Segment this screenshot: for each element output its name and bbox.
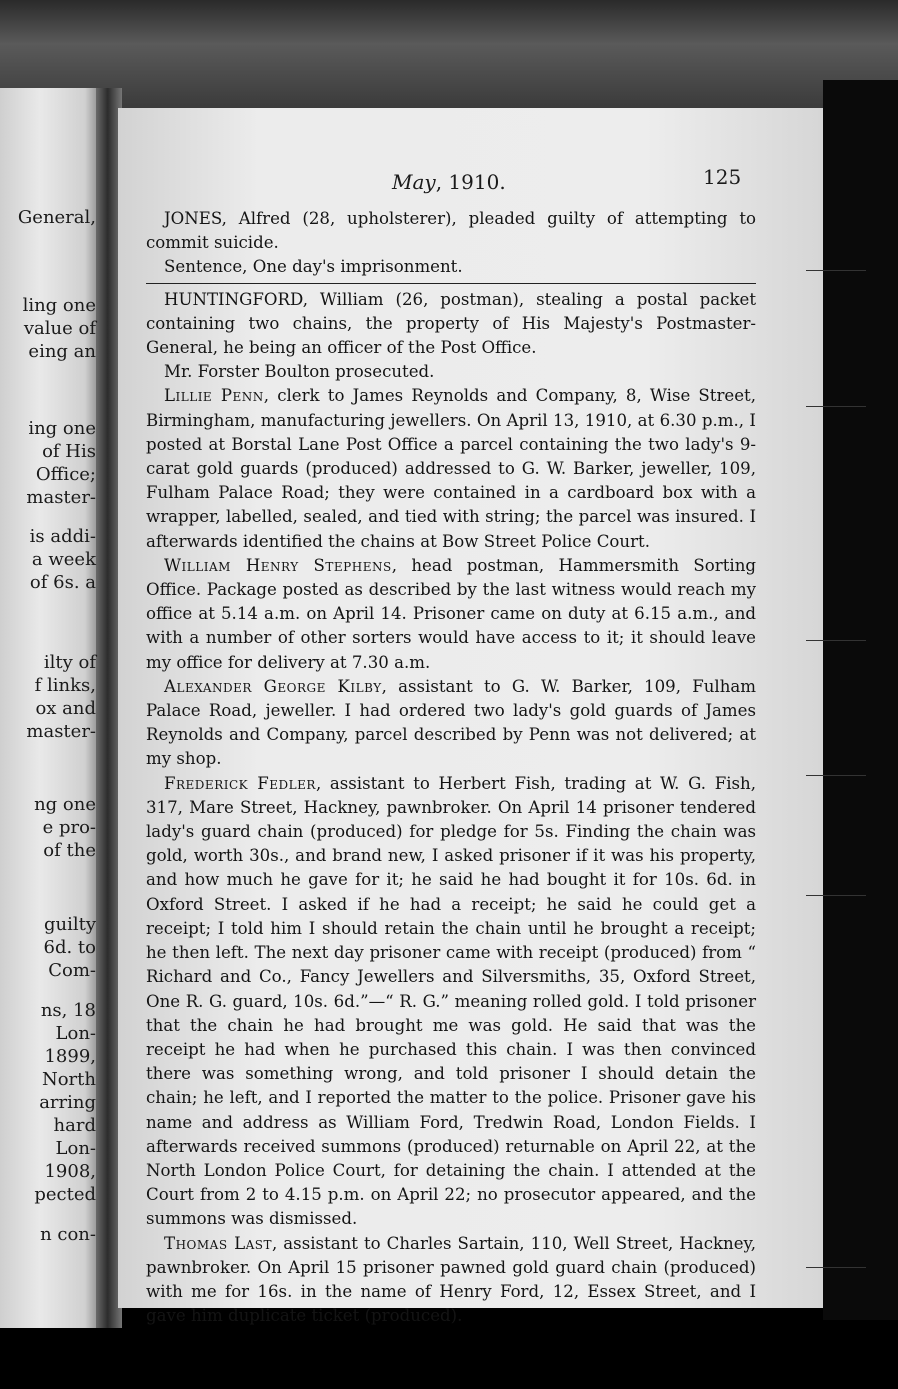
left-fragment: master-: [26, 487, 96, 508]
page-number: 125: [703, 165, 742, 189]
left-fragment: of His: [42, 441, 96, 462]
witness-kilby: [146, 675, 756, 772]
witness-name: Frederick Fedler: [164, 773, 316, 793]
left-fragment: General,: [17, 207, 96, 228]
left-fragment: ox and: [35, 698, 96, 719]
left-fragment: arring: [39, 1092, 96, 1113]
body-text: [146, 207, 756, 1328]
left-rule: [806, 640, 866, 641]
witness-statement: , assistant to G. W. Barker, 109, Fulham Palace Road, jeweller. I had ordered two lady's gold guards of James Reynolds and Company, parcel described by Penn was not delivered; at my shop.: [146, 676, 757, 769]
witness-stephens: [146, 554, 756, 675]
left-fragment: 6d. to: [43, 937, 96, 958]
running-head-year: , 1910.: [435, 170, 506, 194]
left-fragment: Com-: [48, 960, 96, 981]
left-fragment: hard: [53, 1115, 96, 1136]
left-rule: [806, 270, 866, 271]
left-fragment: 1899,: [44, 1046, 96, 1067]
left-fragment: ing one: [28, 418, 96, 439]
scan-top-shadow: [0, 0, 898, 110]
case-huntingford: HUNTINGFORD, William (26, postman), stealing a postal packet containing two chains, the property of His Majesty's Postmaster-General, he being an officer of the Post Office.: [146, 289, 756, 358]
witness-fedler: [146, 772, 756, 1232]
running-head: [392, 170, 506, 194]
witness-penn: [146, 384, 756, 553]
left-fragment: pected: [34, 1184, 96, 1205]
witness-statement: , head postman, Hammersmith Sorting Office. Package posted as described by the last witness would reach my office at 5.14 a.m. on April 14. Prisoner came on duty at 6.15 a.m., and with a number of other sorters would have access to it; it should leave my office for delivery at 7.30 a.m.: [146, 555, 757, 672]
left-fragment: Lon-: [55, 1138, 96, 1159]
left-fragment: Office;: [35, 464, 96, 485]
case-jones-sentence: Sentence, One day's imprisonment.: [164, 257, 463, 277]
section-rule: [146, 283, 756, 284]
left-fragment: e pro-: [42, 817, 96, 838]
left-fragment: is addi-: [29, 526, 96, 547]
witness-name: William Henry Stephens: [164, 555, 392, 575]
left-fragment: Lon-: [55, 1023, 96, 1044]
witness-last: [146, 1232, 756, 1329]
left-fragment: master-: [26, 721, 96, 742]
left-fragment: n con-: [40, 1224, 96, 1245]
left-fragment: f links,: [34, 675, 96, 696]
witness-statement: , clerk to James Reynolds and Company, 8, Wise Street, Birmingham, manufacturing jewellers. On April 13, 1910, at 6.30 p.m., I posted at Borstal Lane Post Office a parcel containing the two lady's 9-carat gold guards (produced) addressed to G. W. Barker, jeweller, 109, Fulham Palace Road; they were contained in a cardboard box with a wrapper, labelled, sealed, and tied with string; the parcel was insured. I afterwards identified the chains at Bow Street Police Court.: [146, 386, 756, 551]
case-jones: JONES, Alfred (28, upholsterer), pleaded guilty of attempting to commit suicide.: [146, 209, 756, 253]
witness-name: Thomas Last: [164, 1233, 272, 1253]
left-fragment: ilty of: [43, 652, 96, 673]
scan-right-edge: [823, 80, 898, 1320]
left-fragment: value of: [23, 318, 96, 339]
witness-name: Alexander George Kilby: [164, 676, 382, 696]
left-fragment: ling one: [22, 295, 96, 316]
left-rule: [806, 775, 866, 776]
witness-name: Lillie Penn: [164, 386, 264, 406]
left-fragment: of 6s. a: [29, 572, 96, 593]
left-fragment: eing an: [28, 341, 96, 362]
left-rule: [806, 1267, 866, 1268]
witness-statement: , assistant to Charles Sartain, 110, Well Street, Hackney, pawnbroker. On April 15 prisoner pawned gold guard chain (produced) with me for 16s. in the name of Henry Ford, 12, Essex Street, and I gave him duplicate ticket (produced).: [146, 1233, 756, 1326]
left-fragment: a week: [31, 549, 96, 570]
left-fragment: 1908,: [44, 1161, 96, 1182]
witness-statement: , assistant to Herbert Fish, trading at W. G. Fish, 317, Mare Street, Hackney, pawnbroker. On April 14 prisoner tendered lady's guard chain (produced) for pledge for 5s. Finding the chain was gold, worth 30s., and brand new, I asked prisoner if it was his property, and how much he gave for it; he said he had bought it for 10s. 6d. in Oxford Street. I asked if he had a receipt; he said he could get a receipt; I told him I should retain the chain until he brought a receipt; he then left. The next day prisoner came with receipt (produced) from “ Richard and Co., Fancy Jewellers and Silversmiths, 35, Oxford Street, One R. G. guard, 10s. 6d.”—“ R. G.” meaning rolled gold. I told prisoner that the chain he had brought me was gold. He said that was the receipt he had when he purchased this chain. I was then convinced there was something wrong, and told prisoner I should detain the chain; he left, and I reported the matter to the police. Prisoner gave his name and address as William Ford, Tredwin Road, London Fields. I afterwards received summons (produced) returnable on April 22, at the North London Police Court, for detaining the chain. I attended at the Court from 2 to 4.15 p.m. on April 22; no prosecutor appeared, and the summons was dismissed.: [146, 773, 757, 1229]
left-fragment: of the: [43, 840, 96, 861]
left-fragment: North: [41, 1069, 96, 1090]
left-fragment: guilty: [43, 914, 96, 935]
running-head-month: May: [392, 170, 436, 194]
left-rule: [806, 895, 866, 896]
left-fragment: ng one: [34, 794, 96, 815]
prosecution-line: Mr. Forster Boulton prosecuted.: [164, 362, 435, 382]
left-fragment: ns, 18: [40, 1000, 96, 1021]
left-rule: [806, 406, 866, 407]
